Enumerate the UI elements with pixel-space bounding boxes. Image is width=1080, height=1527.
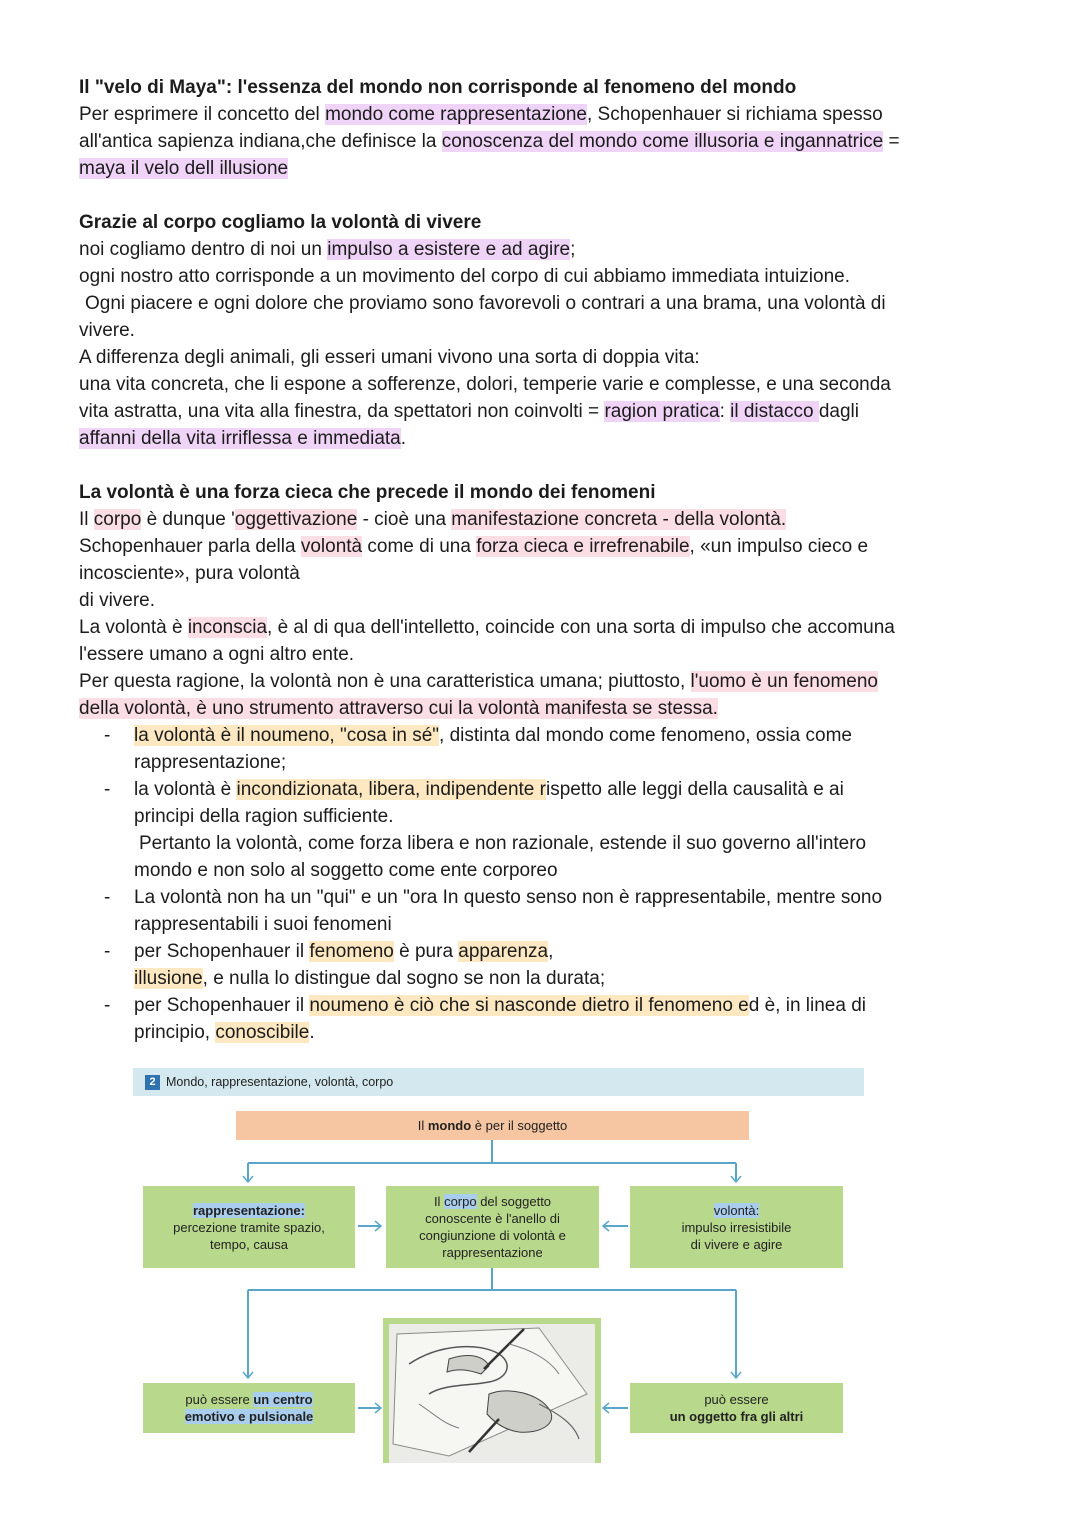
list-item-continued: principi della ragion sufficiente. <box>134 806 394 827</box>
figure-title: Mondo, rappresentazione, volontà, corpo <box>166 1075 394 1089</box>
highlight: apparenza <box>458 941 549 962</box>
highlight: il distacco <box>730 401 819 422</box>
list-item-continued: rappresentabili i suoi fenomeni <box>134 914 392 935</box>
highlight: impulso a esistere e ad agire <box>327 239 571 260</box>
drawing-hands-image <box>389 1324 595 1463</box>
list-item-continued: illusione, e nulla lo distingue dal sogno se non la durata; <box>134 968 606 989</box>
list-item: - per Schopenhauer il noumeno è ciò che si nasconde dietro il fenomeno ed è, in linea di <box>134 992 979 1019</box>
highlight: corpo <box>93 509 142 530</box>
text-line: vivere. <box>79 320 135 341</box>
highlight: l'uomo è un fenomeno <box>690 671 878 692</box>
section-heading-corpo: Grazie al corpo cogliamo la volontà di vivere <box>79 212 482 233</box>
drawing-hands-illustration <box>383 1318 601 1463</box>
highlight: maya il velo dell illusione <box>79 158 289 179</box>
text-line: una vita concreta, che li espone a sofferenze, dolori, temperie varie e complesse, e una seconda <box>79 374 891 395</box>
highlight: fenomeno <box>309 941 394 962</box>
text-line: noi cogliamo dentro di noi un impulso a esistere e ad agire; <box>79 239 576 260</box>
text-line: incosciente», pura volontà <box>79 563 300 584</box>
highlight: ragion pratica <box>604 401 720 422</box>
text-line: A differenza degli animali, gli esseri umani vivono una sorta di doppia vita: <box>79 347 700 368</box>
highlight: la volontà è il noumeno, "cosa in sé" <box>134 725 440 746</box>
text-line: Il corpo è dunque 'oggettivazione - cioè una manifestazione concreta - della volontà. <box>79 509 787 530</box>
box-corpo: Il corpo del soggetto conoscente è l'anello di congiunzione di volontà e rappresentazione <box>386 1186 599 1268</box>
text-line: La volontà è inconscia, è al di qua dell'intelletto, coincide con una sorta di impulso che accomuna <box>79 617 895 638</box>
list-item: - la volontà è incondizionata, libera, indipendente rispetto alle leggi della causalità e ai <box>134 776 979 803</box>
list-item: - La volontà non ha un "qui" e un "ora In questo senso non è rappresentabile, mentre sono <box>134 884 979 911</box>
highlight: volontà <box>300 536 363 557</box>
highlight: inconscia <box>187 617 268 638</box>
text-line: Per esprimere il concetto del mondo come rappresentazione, Schopenhauer si richiama spesso <box>79 104 883 125</box>
highlight: oggettivazione <box>234 509 358 530</box>
section-heading-velo-di-maya: Il "velo di Maya": l'essenza del mondo non corrisponde al fenomeno del mondo <box>79 77 797 98</box>
highlight: manifestazione concreta - della volontà. <box>451 509 787 530</box>
text-line: Per questa ragione, la volontà non è una caratteristica umana; piuttosto, l'uomo è un fenomeno <box>79 671 878 692</box>
figure-number: 2 <box>145 1075 160 1090</box>
highlight: illusione <box>134 968 203 989</box>
list-item: - per Schopenhauer il fenomeno è pura apparenza, <box>134 938 979 965</box>
list-item-continued: principio, conoscibile. <box>134 1022 315 1043</box>
section-heading-forza-cieca: La volontà è una forza cieca che precede il mondo dei fenomeni <box>79 482 656 503</box>
box-rappresentazione: rappresentazione: percezione tramite spazio, tempo, causa <box>143 1186 355 1268</box>
text-line: affanni della vita irriflessa e immediata. <box>79 428 407 449</box>
list-item: - la volontà è il noumeno, "cosa in sé", distinta dal mondo come fenomeno, ossia come <box>134 722 979 749</box>
text-line: l'essere umano a ogni altro ente. <box>79 644 355 665</box>
list-item-continued: mondo e non solo al soggetto come ente corporeo <box>134 860 558 881</box>
list-item-continued: rappresentazione; <box>134 752 287 773</box>
box-mondo-per-soggetto: Il mondo è per il soggetto <box>236 1111 749 1140</box>
highlight: conoscenza del mondo come illusoria e ingannatrice <box>441 131 884 152</box>
highlight: affanni della vita irriflessa e immediata <box>79 428 401 449</box>
box-oggetto-fra-gli-altri: può essere un oggetto fra gli altri <box>630 1383 843 1433</box>
box-centro-emotivo: può essere un centro emotivo e pulsionale <box>143 1383 355 1433</box>
text-line: all'antica sapienza indiana,che definisce la conoscenza del mondo come illusoria e ingannatrice = <box>79 131 900 152</box>
text-line: Ogni piacere e ogni dolore che proviamo sono favorevoli o contrari a una brama, una volontà di <box>85 293 886 314</box>
highlight: conoscibile <box>215 1022 310 1043</box>
box-volonta: volontà: impulso irresistibile di vivere e agire <box>630 1186 843 1268</box>
highlight: noumeno è ciò che si nasconde dietro il fenomeno e <box>309 995 749 1016</box>
highlight: forza cieca e irrefrenabile <box>476 536 690 557</box>
highlight: della volontà, è uno strumento attraverso cui la volontà manifesta se stessa. <box>79 698 718 719</box>
text-line: vita astratta, una vita alla finestra, da spettatori non coinvolti = ragion pratica: il distacco dagli <box>79 401 859 422</box>
text-line: di vivere. <box>79 590 156 611</box>
text-line: ogni nostro atto corrisponde a un movimento del corpo di cui abbiamo immediata intuizione. <box>79 266 850 287</box>
text-line: Schopenhauer parla della volontà come di una forza cieca e irrefrenabile, «un impulso cieco e <box>79 536 869 557</box>
list-item-continued: Pertanto la volontà, come forza libera e non razionale, estende il suo governo all'intero <box>139 833 867 854</box>
highlight: mondo come rappresentazione <box>325 104 587 125</box>
highlight: incondizionata, libera, indipendente r <box>236 779 546 800</box>
